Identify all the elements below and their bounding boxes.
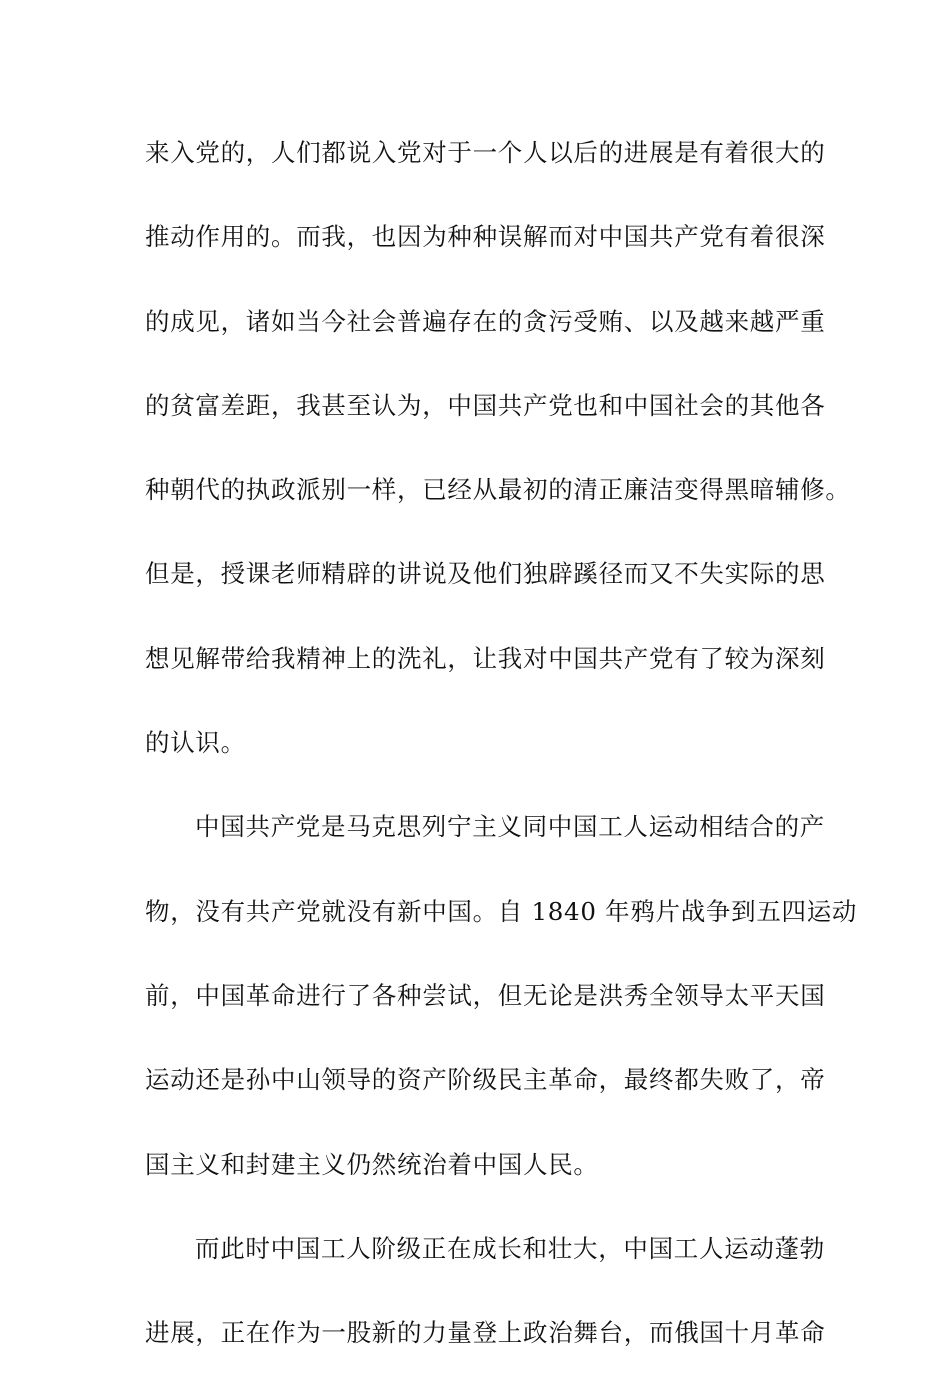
text-line: 的成见，诸如当今社会普遍存在的贪污受贿、以及越来越严重 — [145, 306, 826, 336]
text-line: 的贫富差距，我甚至认为，中国共产党也和中国社会的其他各 — [145, 390, 826, 420]
text-line: 种朝代的执政派别一样，已经从最初的清正廉洁变得黑暗辅修。 — [145, 475, 851, 505]
text-line: 国主义和封建主义仍然统治着中国人民。 — [145, 1149, 599, 1179]
text-line: 来入党的，人们都说入党对于一个人以后的进展是有着很大的 — [145, 138, 826, 167]
text-line: 但是，授课老师精辟的讲说及他们独辟蹊径而又不失实际的思 — [145, 559, 826, 589]
text-line: 想见解带给我精神上的洗礼，让我对中国共产党有了较为深刻 — [145, 643, 826, 673]
text-line: 运动还是孙中山领导的资产阶级民主革命，最终都失败了，帝 — [145, 1065, 826, 1095]
body-text — [145, 128, 858, 1392]
text-line: 物，没有共产党就没有新中国。自 1840 年鸦片战争到五四运动 — [145, 896, 858, 926]
text-line: 推动作用的。而我，也因为种种误解而对中国共产党有着很深 — [145, 222, 826, 252]
text-line: 前，中国革命进行了各种尝试，但无论是洪秀全领导太平天国 — [145, 980, 826, 1010]
text-line: 的认识。 — [145, 728, 246, 758]
paragraph-start-line: 而此时中国工人阶级正在成长和壮大，中国工人运动蓬勃 — [195, 1233, 825, 1263]
paragraph-start-line: 中国共产党是马克思列宁主义同中国工人运动相结合的产 — [195, 812, 825, 842]
text-line: 进展，正在作为一股新的力量登上政治舞台，而俄国十月革命 — [145, 1318, 826, 1348]
